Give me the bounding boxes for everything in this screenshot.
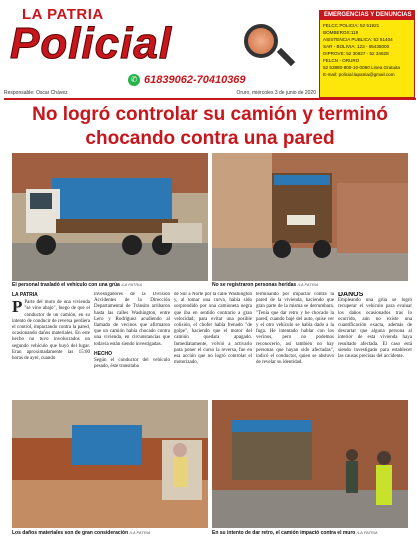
article-column-1 xyxy=(12,292,90,396)
caption-credit: /LA PATRIA xyxy=(129,530,151,535)
emergency-line: DIPROVE: 52 30627 - 52 34628 xyxy=(323,51,389,56)
magnifier-handle xyxy=(277,48,295,66)
phone-number: 61839062-70410369 xyxy=(144,74,246,86)
photo-truck-rear xyxy=(212,153,408,281)
emergency-title: EMERGENCIAS Y DENUNCIAS xyxy=(320,11,414,20)
caption-bottom-left xyxy=(12,529,212,537)
article-text: terminando por impactar contra la pared de la vivienda, haciendo que gran parte de la misma se derrumbara. "Tenía que dar retro y he chocado la pared, cuando bajé del auto, quise ver y el otro vehículo se había dado a la fuga. He intentado hablar con los vecinos, pero no podemos reconocerlo, así también no hay personas que hayan sido afectadas", indicó el conductor, quien se abstuvo de revelar su identidad. xyxy=(256,292,334,366)
article-text: de Sur a Norte por la calle Washington y, al tomar una curva, había sido sorprendido por una camioneta negra que iba en sentido contrario a gran velocidad; para evitar una posible colisión, el chofer había frenado "de golpe", haciendo que el motor del camión quedara apagado. Inmediatamente, volvió a activarlo para poner el curso la reversa, fue en esa acción que no logró controlar el motorizado, xyxy=(174,292,252,366)
dateline: Oruro, miércoles 3 de junio de 2020 xyxy=(236,90,316,96)
emergency-line: 52 53880-800-10-0080 Linea Gratuita xyxy=(323,65,400,70)
emergency-line: E-mail: policial.lapatria@gmail.com xyxy=(323,72,395,77)
caption-text: Los daños materiales son de gran consideración xyxy=(12,530,129,536)
emergency-line: FELCC POLICIA: 52 51921 xyxy=(323,23,380,28)
article-text: Según el conductor del vehículo pesado, éste transitaba xyxy=(94,358,170,370)
photo-truck-tow xyxy=(12,153,208,281)
info-bar xyxy=(4,90,316,96)
section-heading: HECHO xyxy=(94,350,113,357)
responsible-label: Responsable: Oscar Chávez xyxy=(4,90,68,96)
caption-credit: /LA PATRIA xyxy=(356,530,378,535)
caption-credit: /LA PATRIA xyxy=(121,282,143,287)
byline: LA PATRIA xyxy=(12,292,38,298)
masthead-brand: Policial xyxy=(10,19,173,68)
article-column-4 xyxy=(256,292,334,396)
caption-text: En su intento de dar retro, el camión impactó contra el muro xyxy=(212,530,356,536)
article-column-3 xyxy=(174,292,252,396)
section-heading: DAÑOS xyxy=(338,292,364,298)
drop-cap: P xyxy=(12,297,23,317)
article-column-5 xyxy=(338,292,412,396)
headline: No logró controlar su camión y terminó chocando contra una pared xyxy=(32,104,388,149)
article-text: Parte del muro de una vivienda "se vino abajo", luego de que el conductor de un camión, en su intento de conducir de reversa perdiera el control, impactando contra la pared, ocasionando daños materiales. En este hecho no tuvo involucrados un segundo vehículo que huyó del lugar. Eran aproximadamente las 15:00 horas de ayer, cuando xyxy=(12,300,90,362)
caption-credit: /LA PATRIA xyxy=(297,282,319,287)
caption-bottom-right xyxy=(212,529,412,537)
caption-top-left xyxy=(12,281,212,289)
article-text: investigadores de la División Accidentes de la Dirección Departamental de Tránsito arribaron hasta las calles Washington, entre Lero y Rodríguez acudiendo al llamado de vecinos que afirmaron que un camión había chocado contra una vivienda, en circunstancias que todavía están siendo investigadas. xyxy=(94,292,170,347)
photo-officer-scene xyxy=(212,400,408,528)
phone-row xyxy=(128,74,246,86)
emergency-line: ASISTENCIA PUBLICA: 52 51404 xyxy=(323,37,393,42)
caption-text: No se registraron personas heridas xyxy=(212,282,297,288)
whatsapp-icon: ✆ xyxy=(128,74,140,86)
caption-top-right xyxy=(212,281,412,289)
article-text: Empleando una grúa se logró recuperar el vehículo para evaluar los daños ocasionados tras lo ocurrido, aún no existe una cuantificación exacta, además de descartar que alguna persona al interior de esta vivienda haya resultado afectada. El caso está siendo investigado para establecer las causas precisas del accidente. xyxy=(338,298,412,360)
photo-damaged-wall xyxy=(12,400,208,528)
divider xyxy=(4,98,416,100)
emergency-box xyxy=(319,10,415,98)
caption-text: El personal trasladó el vehículo con una grúa xyxy=(12,282,120,288)
emergency-line: BOMBEROS:119 xyxy=(323,30,359,35)
masthead-top-line: LA PATRIA xyxy=(22,6,104,23)
article-column-2 xyxy=(94,292,170,396)
magnifier-icon xyxy=(244,24,278,58)
emergency-line: SAR - BOLIVIA: 123 - 65435000 xyxy=(323,44,390,49)
emergency-line: FELCN - ORURO xyxy=(323,58,360,63)
